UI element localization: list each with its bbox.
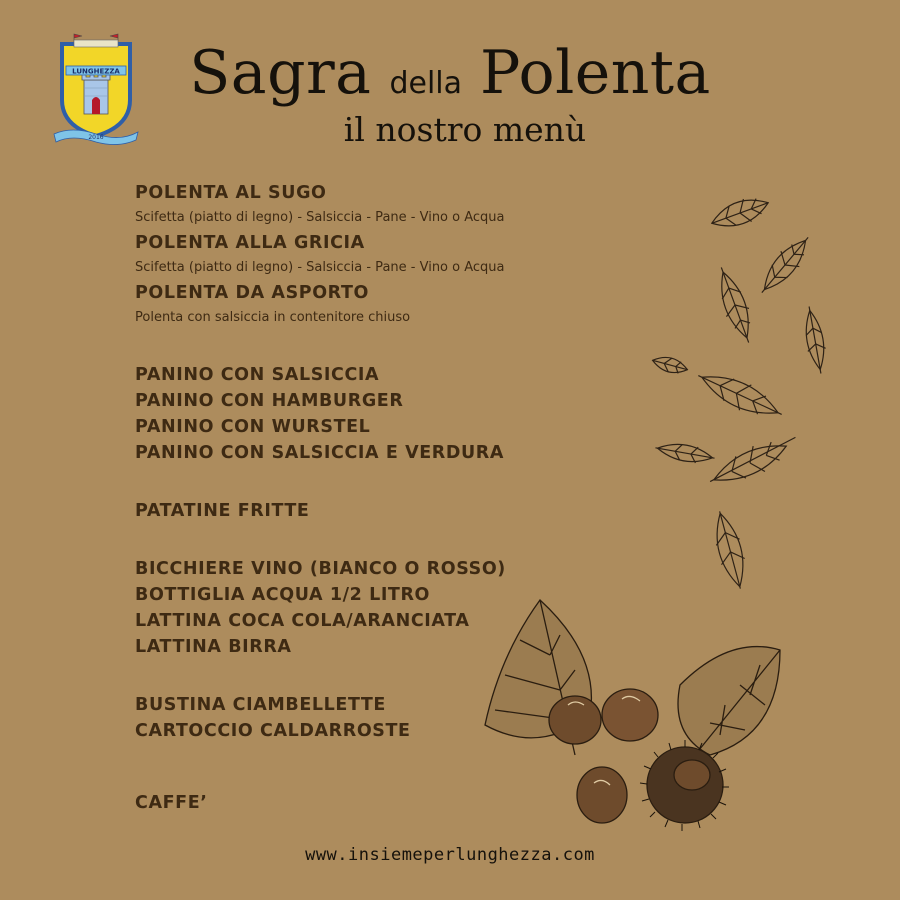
menu-item: LATTINA BIRRA	[135, 637, 292, 657]
menu-item: BICCHIERE VINO (BIANCO O ROSSO)	[135, 559, 506, 579]
menu-item: PATATINE FRITTE	[135, 501, 310, 521]
menu-list	[135, 180, 506, 816]
title-word-polenta: Polenta	[480, 38, 711, 108]
menu-item-description: Scifetta (piatto di legno) - Salsiccia - Pane - Vino o Acqua	[135, 210, 505, 225]
menu-item: CARTOCCIO CALDARROSTE	[135, 721, 411, 741]
falling-leaves-icon	[640, 185, 840, 595]
menu-item: LATTINA COCA COLA/ARANCIATA	[135, 611, 470, 631]
menu-item: BUSTINA CIAMBELLETTE	[135, 695, 386, 715]
menu-item: BOTTIGLIA ACQUA 1/2 LITRO	[135, 585, 431, 605]
menu-item: PANINO CON SALSICCIA E VERDURA	[135, 443, 505, 463]
menu-item: PANINO CON HAMBURGER	[135, 391, 404, 411]
chestnuts-icon	[480, 595, 800, 840]
menu-item: POLENTA ALLA GRICIA	[135, 233, 365, 253]
menu-item-description: Scifetta (piatto di legno) - Salsiccia - Pane - Vino o Acqua	[135, 260, 505, 275]
crest-year: 2016	[88, 134, 104, 141]
page-subtitle: il nostro menù	[343, 110, 587, 149]
website-link[interactable]: www.insiemeperlunghezza.com	[305, 845, 595, 865]
menu-item: POLENTA DA ASPORTO	[135, 283, 369, 303]
crest-banner-text: LUNGHEZZA	[72, 67, 120, 76]
menu-item: PANINO CON WURSTEL	[135, 417, 371, 437]
menu-item-description: Polenta con salsiccia in contenitore chiuso	[135, 310, 411, 325]
menu-item: POLENTA AL SUGO	[135, 183, 327, 203]
page-title	[0, 38, 900, 108]
title-word-della: della	[389, 66, 462, 101]
menu-item: PANINO CON SALSICCIA	[135, 365, 380, 385]
title-word-sagra: Sagra	[189, 38, 372, 108]
menu-item: CAFFE’	[135, 793, 208, 813]
